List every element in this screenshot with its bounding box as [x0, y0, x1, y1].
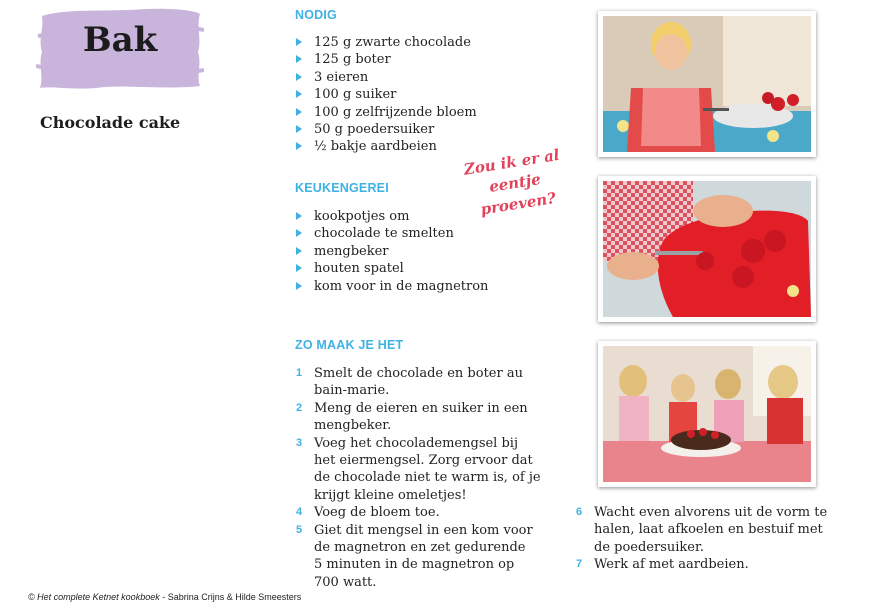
step-text-line: Giet dit mengsel in een kom voor [314, 522, 533, 538]
step-text-line: het eiermengsel. Zorg ervoor dat [314, 453, 533, 469]
ingredient-item [296, 34, 477, 51]
quote-line-2: proeven? [479, 188, 558, 219]
bullet-triangle-icon [296, 229, 302, 237]
step-number: 1 [296, 367, 303, 379]
ingredient-item-text: 100 g zelfrijzende bloem [314, 104, 477, 120]
bullet-triangle-icon [296, 38, 302, 46]
step-text-line: Wacht even alvorens uit de vorm te [594, 505, 828, 520]
step-text-line: de magnetron en zet gedurende [314, 540, 526, 556]
step-number: 5 [296, 523, 303, 536]
step-number: 2 [296, 401, 303, 414]
step-number: 6 [576, 506, 583, 518]
ingredient-item [296, 138, 477, 155]
ingredient-item-text: 3 eieren [314, 69, 369, 85]
ingredient-item [296, 104, 477, 121]
category-title: Bak [82, 20, 158, 60]
method-step [296, 504, 541, 521]
bullet-triangle-icon [296, 142, 302, 150]
ingredients-heading: NODIG [295, 8, 337, 22]
method-step [296, 400, 541, 435]
ingredient-item-text: 125 g zwarte chocolade [314, 35, 471, 50]
ingredients-list [296, 34, 477, 156]
method-steps-left [296, 365, 541, 591]
tool-item [296, 225, 488, 242]
method-heading: ZO MAAK JE HET [295, 338, 404, 352]
book-title: © Het complete Ketnet kookboek [28, 592, 160, 602]
tool-item-text: kom voor in de magnetron [314, 278, 489, 294]
photo-boy-cutting [598, 11, 816, 157]
tool-item-text: mengbeker [314, 243, 389, 259]
bullet-triangle-icon [296, 90, 302, 98]
tool-item-text: houten spatel [314, 261, 404, 277]
step-text-line: Voeg het chocolademengsel bij [314, 435, 518, 451]
method-step [576, 556, 827, 573]
copyright-footer [28, 592, 301, 602]
bullet-triangle-icon [296, 73, 302, 81]
ingredient-item [296, 121, 477, 138]
bullet-triangle-icon [296, 282, 302, 290]
step-text-line: halen, laat afkoelen en bestuif met [594, 522, 823, 538]
method-steps-right [576, 504, 827, 574]
step-text-line: mengbeker. [314, 418, 392, 434]
bullet-triangle-icon [296, 55, 302, 63]
bullet-triangle-icon [296, 247, 302, 255]
ingredient-item-text: ½ bakje aardbeien [314, 139, 437, 155]
photo-children-cake [598, 341, 816, 487]
ingredient-item [296, 86, 477, 103]
ingredient-item-text: 50 g poedersuiker [314, 122, 435, 138]
category-badge [36, 6, 204, 90]
tool-item-text: kookpotjes om [314, 209, 410, 224]
step-text-line: Werk af met aardbeien. [594, 557, 749, 573]
ingredient-item-text: 100 g suiker [314, 87, 397, 103]
step-text-line: Voeg de bloem toe. [314, 505, 440, 521]
quote-line-1: Zou ik er al eentje [462, 145, 561, 196]
step-number: 4 [296, 506, 303, 519]
recipe-title: Chocolade cake [40, 113, 181, 132]
ingredient-item-text: 125 g boter [314, 52, 391, 68]
step-text-line: 700 watt. [314, 574, 377, 590]
method-step [296, 435, 541, 505]
step-text-line: krijgt kleine omeletjes! [314, 487, 467, 503]
tool-item [296, 278, 488, 295]
photo-cutting-board [598, 176, 816, 322]
ingredient-item [296, 69, 477, 86]
step-text-line: 5 minuten in de magnetron op [314, 557, 515, 573]
method-step [576, 504, 827, 556]
method-step [296, 365, 541, 400]
step-text-line: de poedersuiker. [594, 539, 704, 555]
step-number: 3 [296, 436, 303, 449]
tool-item [296, 260, 488, 277]
tool-item-text: chocolade te smelten [314, 226, 454, 242]
bullet-triangle-icon [296, 212, 302, 220]
step-number: 7 [576, 558, 583, 571]
bullet-triangle-icon [296, 125, 302, 133]
step-text-line: Smelt de chocolade en boter au [314, 366, 523, 381]
step-text-line: de chocolade niet te warm is, of je [314, 470, 541, 486]
tools-heading: KEUKENGEREI [295, 181, 389, 195]
tool-item [296, 243, 488, 260]
step-text-line: Meng de eieren en suiker in een [314, 400, 528, 416]
ingredient-item [296, 51, 477, 68]
method-step [296, 522, 541, 592]
book-authors: - Sabrina Crijns & Hilde Smeesters [159, 592, 302, 602]
bullet-triangle-icon [296, 108, 302, 116]
step-text-line: bain-marie. [314, 383, 390, 399]
bullet-triangle-icon [296, 264, 302, 272]
